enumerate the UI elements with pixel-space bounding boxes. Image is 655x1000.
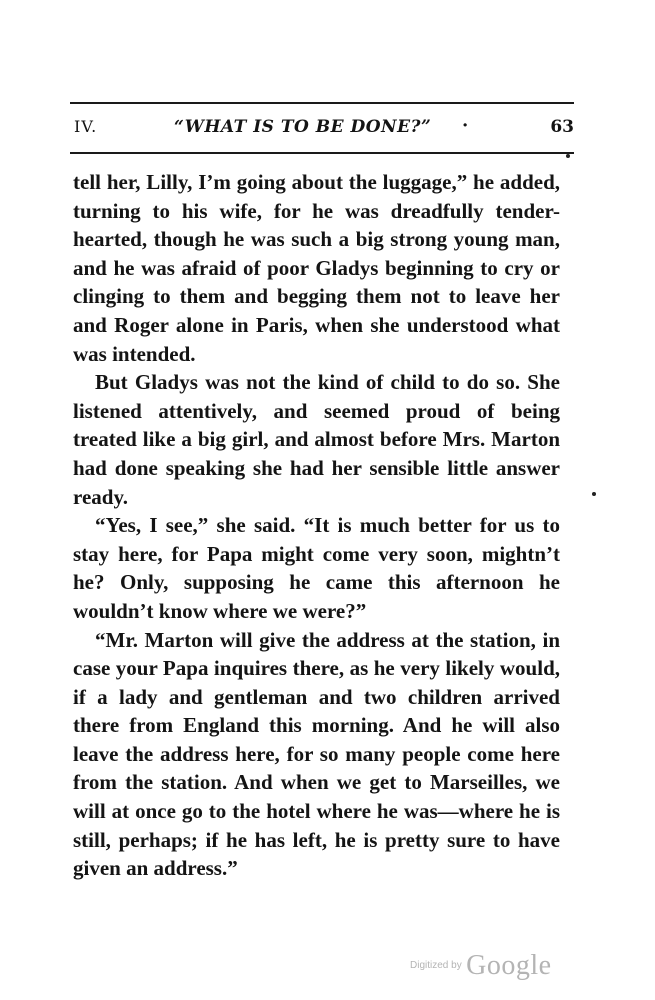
speck-mark (566, 154, 570, 158)
header-rule-top (70, 102, 574, 104)
paragraph: “Mr. Marton will give the address at the station, in case your Papa inquires there, as he very likely would, if a lady and gentleman and two children arrived there from England this morning. And he will also leave the address here, for so many people come here from the station. And when we get to Marseilles, we will at once go to the hotel where he was—where he is still, perhaps; if he has left, he is pretty sure to have given an address.” (73, 627, 560, 881)
google-logo: Google (466, 950, 552, 981)
header-dot: · (462, 115, 469, 136)
header-rule-bottom (70, 152, 574, 154)
page-number: 63 (550, 117, 574, 137)
paragraph: “Yes, I see,” she said. “It is much better for us to stay here, for Papa might come very soon, mightn’t he? Only, supposing he came this afternoon he wouldn’t know where we were?” (73, 513, 560, 623)
paragraph: tell her, Lilly, I’m going about the luggage,” he added, turning to his wife, for he was dreadfully tender-hearted, though he was such a big strong young man, and he was afraid of poor Gladys beginning to cry or clinging to them and begging them not to leave her and Roger alone in Paris, when she understood what was intended. (73, 170, 560, 366)
chapter-number: IV. (74, 117, 98, 136)
digitized-watermark (410, 950, 552, 982)
running-head (74, 113, 574, 143)
chapter-title: “WHAT IS TO BE DONE?” (174, 117, 432, 137)
paragraph: But Gladys was not the kind of child to do so. She listened attentively, and seemed proud of being treated like a big girl, and almost before Mrs. Marton had done speaking she had her sensible little answer ready. (73, 370, 560, 509)
speck-mark (592, 492, 596, 496)
body-text (73, 168, 560, 883)
watermark-prefix: Digitized by (410, 960, 462, 971)
